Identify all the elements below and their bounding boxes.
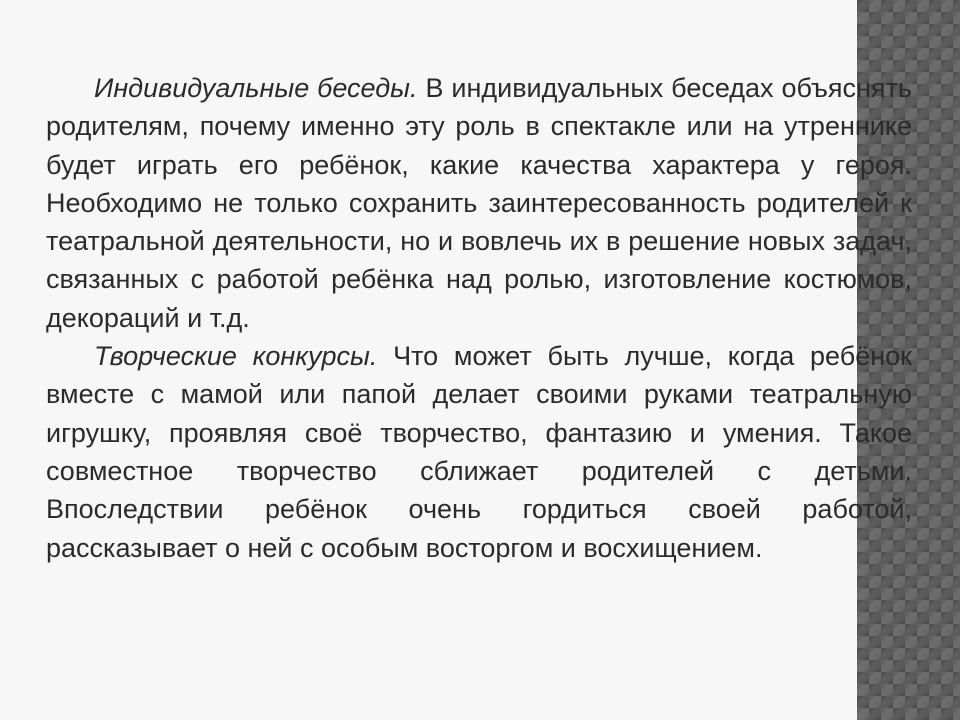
paragraph-heading: Творческие конкурсы.: [94, 341, 378, 372]
text-content: [46, 69, 912, 567]
paragraph-body: Что может быть лучше, когда ребёнок вместе с мамой или папой делает своими руками театральную игрушку, проявляя своё творчество, фантазию и умения. Такое совместное творчество сближает родителей с детьми. Впоследствии ребёнок очень гордиться своей работой, рассказывает о ней с особым восторгом и восхищением.: [46, 341, 912, 563]
paragraph-creative-contests: [46, 337, 912, 567]
paragraph-heading: Индивидуальные беседы.: [94, 73, 418, 103]
paragraph-individual-conversations: [46, 69, 912, 337]
paragraph-body: В индивидуальных беседах объяснять родителям, почему именно эту роль в спектакле или на утреннике будет играть его ребёнок, какие качества характера у героя. Необходимо не только сохранить заинтересованность родителей к театральной деятельности, но и вовлечь их в решение новых задач, связанных с работой ребёнка над ролью, изготовление костюмов, декораций и т.д.: [46, 73, 912, 333]
